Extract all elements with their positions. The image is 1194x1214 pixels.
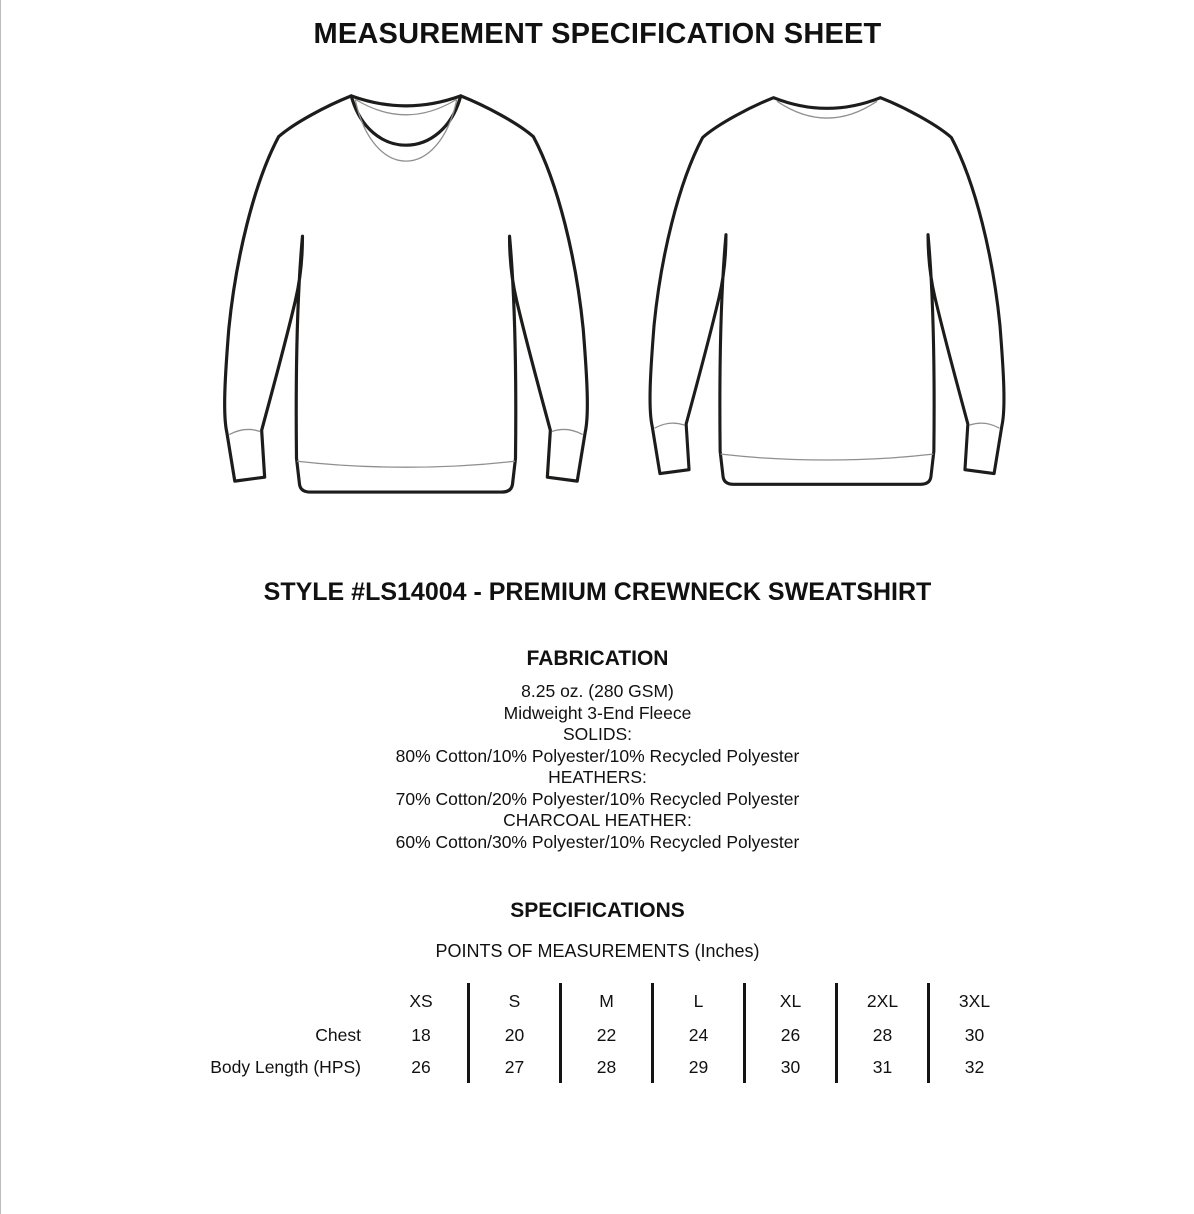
charcoal-heather-content-line: 60% Cotton/30% Polyester/10% Recycled Polyester xyxy=(395,831,800,852)
size-header-xs: XS xyxy=(409,990,433,1011)
body-length-value-xl: 30 xyxy=(743,1051,835,1083)
size-header-xl: XL xyxy=(743,983,835,1019)
page-title: MEASUREMENT SPECIFICATION SHEET xyxy=(313,18,882,50)
sweatshirt-front-illustration xyxy=(195,74,617,512)
body-length-value-3xl: 32 xyxy=(927,1051,1019,1083)
chest-value-xl: 26 xyxy=(743,1019,835,1051)
body-length-value-xs: 26 xyxy=(411,1056,431,1077)
size-header-2xl: 2XL xyxy=(835,983,927,1019)
chest-row-label: Chest xyxy=(315,1024,361,1045)
chest-value-m: 22 xyxy=(559,1019,651,1051)
body-length-row-label: Body Length (HPS) xyxy=(210,1056,361,1077)
size-header-s: S xyxy=(467,983,559,1019)
chest-value-s: 20 xyxy=(467,1019,559,1051)
garment-drawings xyxy=(1,70,1194,515)
style-heading: STYLE #LS14004 - PREMIUM CREWNECK SWEATSHIRT xyxy=(263,578,932,606)
points-of-measurements-subheading: POINTS OF MEASUREMENTS (Inches) xyxy=(435,941,760,961)
fabrication-details xyxy=(1,681,1194,853)
solids-content-line: 80% Cotton/10% Polyester/10% Recycled Polyester xyxy=(395,745,800,766)
fabric-type-line: Midweight 3-End Fleece xyxy=(503,702,692,723)
size-measurements-table xyxy=(101,983,1019,1083)
charcoal-heather-label: CHARCOAL HEATHER: xyxy=(503,810,692,830)
specifications-heading: SPECIFICATIONS xyxy=(510,899,685,922)
body-length-value-l: 29 xyxy=(651,1051,743,1083)
body-length-value-2xl: 31 xyxy=(835,1051,927,1083)
fabric-weight-line: 8.25 oz. (280 GSM) xyxy=(521,681,674,701)
size-header-3xl: 3XL xyxy=(927,983,1019,1019)
solids-label: SOLIDS: xyxy=(562,724,633,744)
body-length-value-s: 27 xyxy=(467,1051,559,1083)
chest-value-xs: 18 xyxy=(411,1024,431,1045)
heathers-label: HEATHERS: xyxy=(548,767,647,787)
chest-value-l: 24 xyxy=(651,1019,743,1051)
table-corner-cell xyxy=(101,983,375,1019)
size-header-m: M xyxy=(559,983,651,1019)
chest-value-3xl: 30 xyxy=(927,1019,1019,1051)
sweatshirt-back-illustration xyxy=(623,76,1031,504)
heathers-content-line: 70% Cotton/20% Polyester/10% Recycled Polyester xyxy=(395,788,800,809)
body-length-value-m: 28 xyxy=(559,1051,651,1083)
chest-value-2xl: 28 xyxy=(835,1019,927,1051)
fabrication-heading: FABRICATION xyxy=(526,647,669,670)
size-header-l: L xyxy=(651,983,743,1019)
